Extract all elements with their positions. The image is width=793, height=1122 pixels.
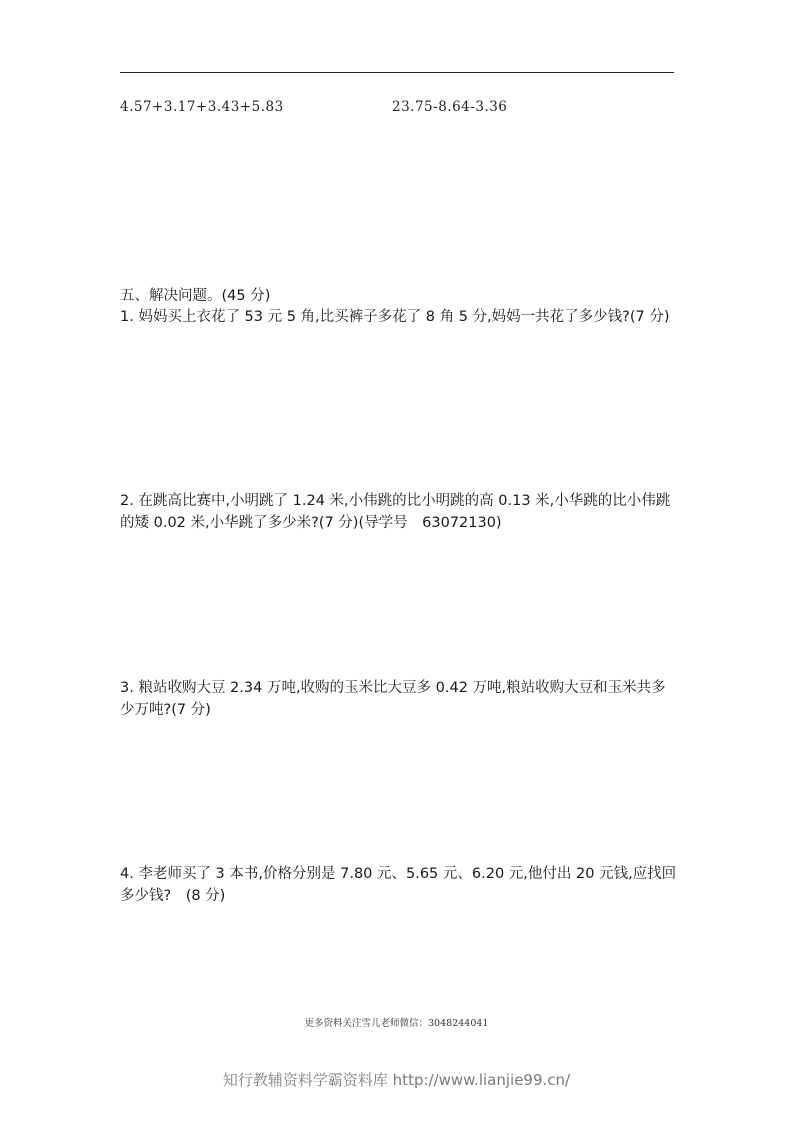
calculation-right: 23.75-8.64-3.36 <box>392 99 508 115</box>
problem-1: 1. 妈妈买上衣花了 53 元 5 角,比买裤子多花了 8 角 5 分,妈妈一共花了多少钱?(7 分) <box>120 309 670 325</box>
top-divider-line <box>120 72 674 73</box>
problem-2: 2. 在跳高比赛中,小明跳了 1.24 米,小伟跳的比小明跳的高 0.13 米,小华跳的比小伟跳的矮 0.02 米,小华跳了多少米?(7 分)(导学号 63072130) <box>120 493 671 531</box>
calculation-left: 4.57+3.17+3.43+5.83 <box>120 99 284 115</box>
problem-4: 4. 李老师买了 3 本书,价格分别是 7.80 元、5.65 元、6.20 元,他付出 20 元钱,应找回多少钱? (8 分) <box>120 866 677 904</box>
site-footer-link[interactable]: 知行教辅资料学霸资料库 http://www.lianjie99.cn/ <box>222 1071 571 1089</box>
footer-contact-note: 更多资料关注雪儿老师微信：3048244041 <box>304 1018 489 1029</box>
problem-3: 3. 粮站收购大豆 2.34 万吨,收购的玉米比大豆多 0.42 万吨,粮站收购大豆和玉米共多少万吨?(7 分) <box>120 680 666 718</box>
section-title: 五、解决问题。(45 分) <box>120 288 271 304</box>
